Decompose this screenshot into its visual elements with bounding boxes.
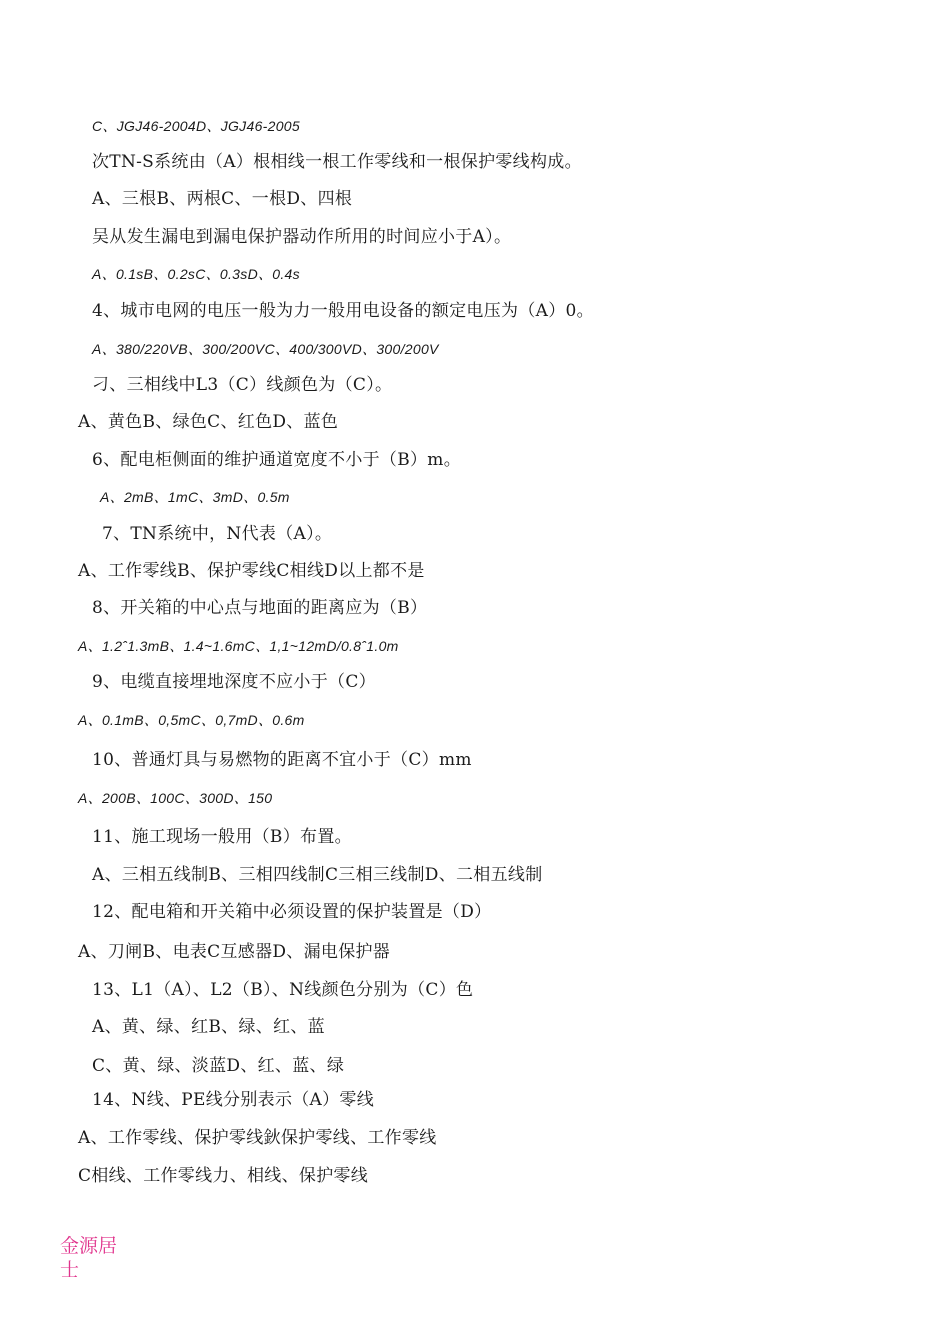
text-line-6: 4、城市电网的电压一般为力一般用电设备的额定电压为（A）0。 xyxy=(92,301,594,321)
text-line-12: 7、TN系统中，N代表（A）。 xyxy=(102,524,333,544)
text-line-19: A、200B、100C、300D、150 xyxy=(78,790,273,806)
text-line-17: A、0.1mB、0,5mC、0,7mD、0.6m xyxy=(78,712,305,728)
text-line-25: A、黄、绿、红B、绿、红、蓝 xyxy=(92,1017,325,1037)
text-line-18: 10、普通灯具与易燃物的距离不宜小于（C）mm xyxy=(92,750,472,770)
text-line-26: C、黄、绿、淡蓝D、红、蓝、绿 xyxy=(92,1056,345,1076)
text-line-29: C相线、工作零线力、相线、保护零线 xyxy=(78,1166,369,1186)
text-line-7: A、380/220VB、300/200VC、400/300VD、300/200V xyxy=(92,341,439,357)
text-line-13: A、工作零线B、保护零线C相线D以上都不是 xyxy=(78,561,425,581)
text-line-9: A、黄色B、绿色C、红色D、蓝色 xyxy=(78,412,339,432)
text-line-28: A、工作零线、保护零线鈥保护零线、工作零线 xyxy=(78,1128,437,1148)
text-line-11: A、2mB、1mC、3mD、0.5m xyxy=(100,489,290,505)
text-line-14: 8、开关箱的中心点与地面的距离应为（B） xyxy=(92,598,428,618)
text-line-20: 11、施工现场一般用（B）布置。 xyxy=(92,827,352,847)
text-line-15: A、1.2ˆ1.3mB、1.4~1.6mC、1,1~12mD/0.8ˆ1.0m xyxy=(78,638,399,654)
text-line-21: A、三相五线制B、三相四线制C三相三线制D、二相五线制 xyxy=(92,865,543,885)
text-line-27: 14、N线、PE线分别表示（A）零线 xyxy=(92,1090,375,1110)
text-line-23: A、刀闸B、电表C互感器D、漏电保护器 xyxy=(78,942,391,962)
text-line-8: 刁、三相线中L3（C）线颜色为（C）。 xyxy=(92,375,393,395)
text-line-22: 12、配电箱和开关箱中必须设置的保护装置是（D） xyxy=(92,902,492,922)
text-line-16: 9、电缆直接埋地深度不应小于（C） xyxy=(92,672,376,692)
watermark: 金源居士 xyxy=(60,1235,118,1281)
text-line-4: 吴从发生漏电到漏电保护器动作所用的时间应小于A）。 xyxy=(92,227,512,247)
text-line-10: 6、配电柜侧面的维护通道宽度不小于（B）m。 xyxy=(92,450,462,470)
text-line-24: 13、L1（A）、L2（B）、N线颜色分别为（C）色 xyxy=(92,980,474,1000)
text-line-3: A、三根B、两根C、一根D、四根 xyxy=(92,189,353,209)
text-line-5: A、0.1sB、0.2sC、0.3sD、0.4s xyxy=(92,266,300,282)
text-line-2: 次TN-S系统由（A）根相线一根工作零线和一根保护零线构成。 xyxy=(92,152,582,172)
text-line-1: C、JGJ46-2004D、JGJ46-2005 xyxy=(92,118,300,134)
